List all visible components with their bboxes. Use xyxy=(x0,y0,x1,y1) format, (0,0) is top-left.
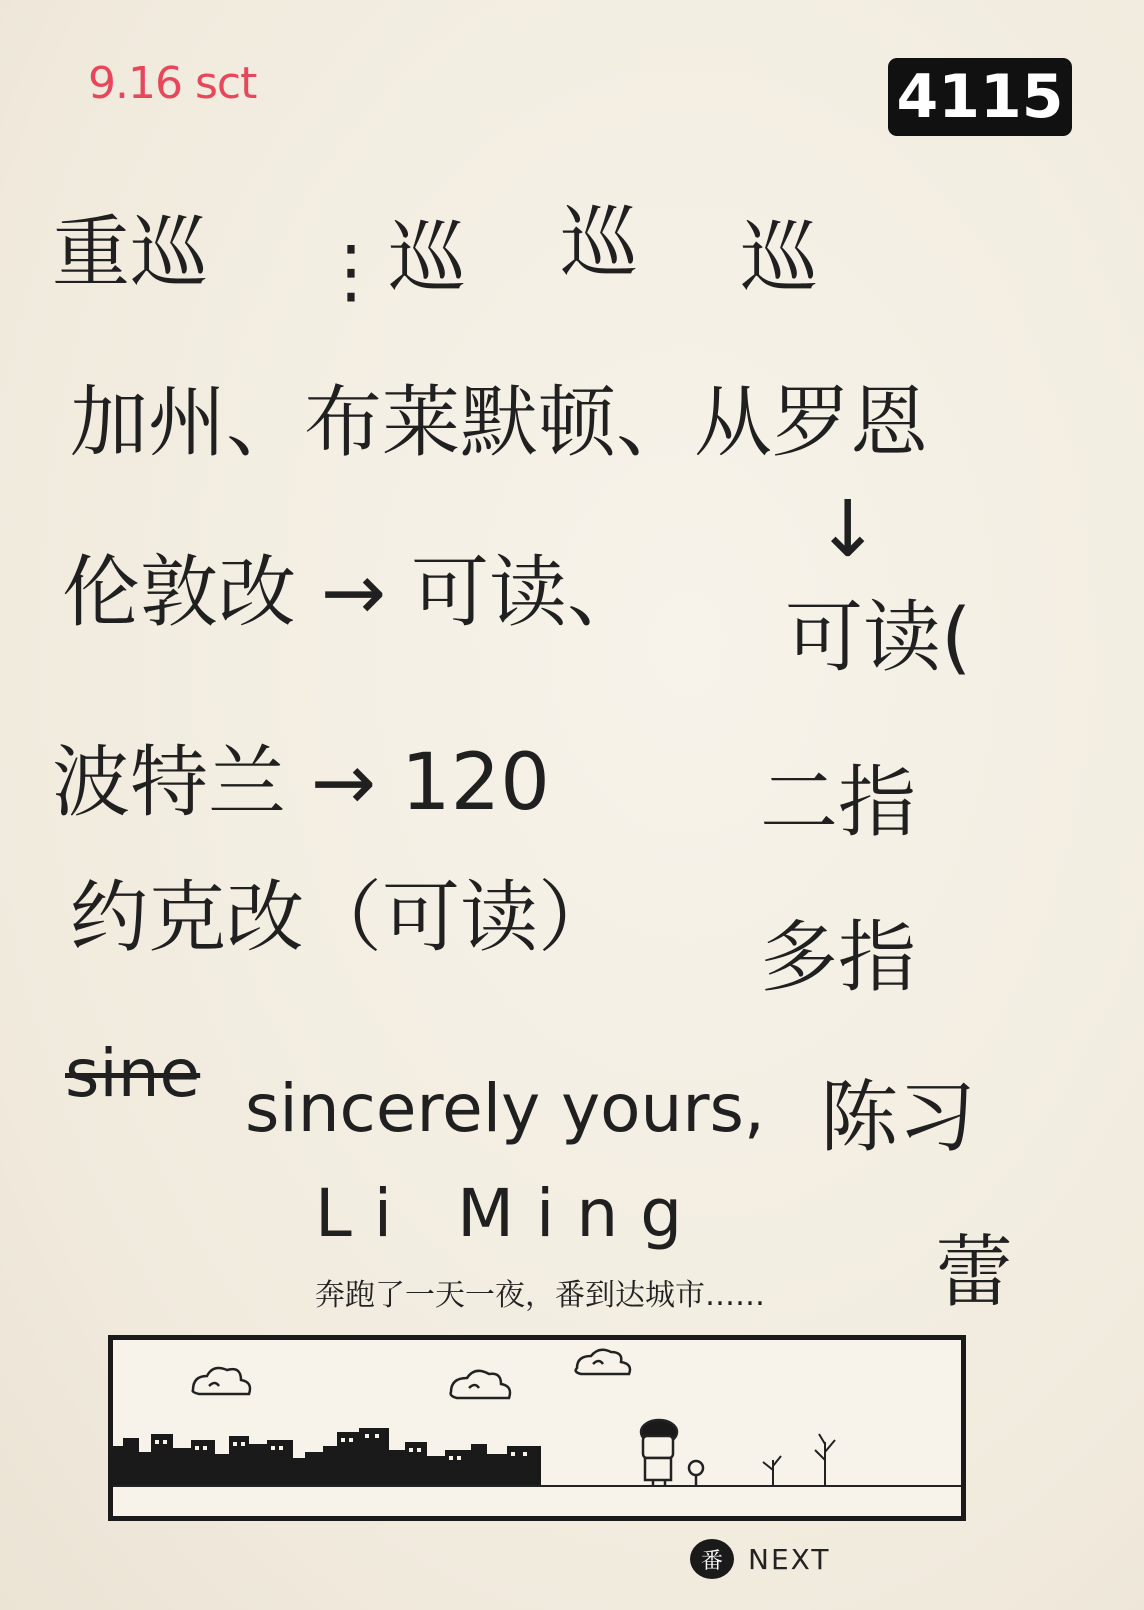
cloud-icon xyxy=(193,1368,250,1394)
page-number-badge: 4115 xyxy=(888,58,1072,136)
colon-mark: ⋮ xyxy=(316,230,386,312)
struck-word: sine xyxy=(65,1035,201,1112)
cruiser-mark-1: 巡 xyxy=(388,213,467,303)
date-note: 9.16 sct xyxy=(88,58,257,109)
two-fingers-note: 二指 xyxy=(760,758,917,848)
cloud-icon xyxy=(576,1350,630,1374)
signoff-text: sincerely yours, xyxy=(245,1070,765,1147)
heading-heavy-cruiser: 重巡 xyxy=(52,208,209,298)
bun-seal-icon: 番 xyxy=(690,1539,734,1579)
comic-panel xyxy=(108,1335,966,1521)
york-line: 约克改（可读） xyxy=(70,873,617,963)
ship-list-line: 加州、布莱默顿、从罗恩 xyxy=(70,378,929,468)
character-figure xyxy=(641,1420,703,1486)
right-name-bottom: 蕾 xyxy=(935,1228,1014,1318)
next-label: NEXT xyxy=(748,1542,831,1576)
cruiser-mark-2: 巡 xyxy=(560,198,639,288)
down-arrow-icon: ↓ xyxy=(815,485,881,575)
cruiser-mark-3: 巡 xyxy=(740,213,819,303)
right-name-top: 陈习 xyxy=(820,1073,977,1163)
tree-icon xyxy=(763,1434,835,1486)
readable-note: 可读( xyxy=(785,593,972,683)
comic-caption: 奔跑了一天一夜，番到达城市…… xyxy=(315,1278,765,1313)
cloud-icon xyxy=(451,1371,510,1398)
london-line: 伦敦改 → 可读、 xyxy=(62,548,645,638)
next-button[interactable] xyxy=(690,1538,830,1580)
city-skyline xyxy=(113,1428,541,1486)
many-fingers-note: 多指 xyxy=(760,913,917,1003)
portland-line: 波特兰 → 120 xyxy=(52,738,550,828)
signature-name: Li Ming xyxy=(315,1175,705,1252)
